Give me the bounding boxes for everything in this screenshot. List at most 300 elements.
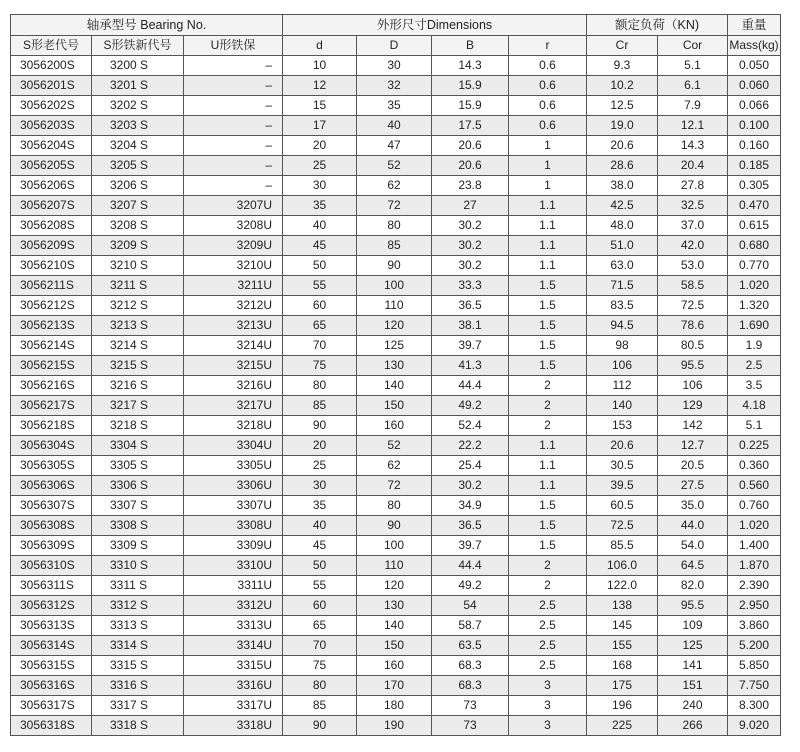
table-row [11,256,781,276]
table-cell: 85 [283,396,357,416]
bearing-spec-table [10,14,781,736]
table-cell: 30.2 [432,236,509,256]
table-cell: 23.8 [432,176,509,196]
table-cell: – [184,56,283,76]
table-cell: 3304U [184,436,283,456]
table-row [11,176,781,196]
table-cell: 3206 S [92,176,184,196]
table-cell: 70 [283,636,357,656]
table-cell: 70 [283,336,357,356]
table-cell: 1.5 [509,516,587,536]
table-cell: 3314U [184,636,283,656]
table-cell: 3316U [184,676,283,696]
table-cell: 10.2 [587,76,658,96]
table-cell: 3056203S [11,116,92,136]
table-cell: 17 [283,116,357,136]
table-cell: 3056309S [11,536,92,556]
table-cell: 15.9 [432,96,509,116]
table-cell: 0.760 [728,496,781,516]
table-cell: 41.3 [432,356,509,376]
table-row [11,76,781,96]
table-cell: 120 [357,316,432,336]
col-B: B [432,36,509,56]
table-row [11,416,781,436]
table-cell: – [184,136,283,156]
table-cell: 20.4 [658,156,728,176]
table-cell: 0.6 [509,116,587,136]
table-row [11,596,781,616]
table-cell: 125 [357,336,432,356]
table-cell: 0.6 [509,76,587,96]
table-cell: 3309U [184,536,283,556]
table-cell: 3 [509,696,587,716]
table-cell: 35 [283,496,357,516]
table-cell: 52.4 [432,416,509,436]
table-cell: 3307 S [92,496,184,516]
table-cell: 0.305 [728,176,781,196]
table-cell: 51.0 [587,236,658,256]
table-cell: 49.2 [432,396,509,416]
table-cell: 3306U [184,476,283,496]
table-cell: 44.4 [432,556,509,576]
table-cell: 2.5 [509,656,587,676]
table-cell: 125 [658,636,728,656]
table-cell: 3318U [184,716,283,736]
col-mass: Mass(kg) [728,36,781,56]
table-cell: 1.1 [509,236,587,256]
table-cell: 1.1 [509,456,587,476]
table-row [11,476,781,496]
table-cell: 3218 S [92,416,184,436]
table-cell: 106 [587,356,658,376]
table-row [11,656,781,676]
table-cell: 100 [357,536,432,556]
table-cell: 3214U [184,336,283,356]
table-cell: 3310 S [92,556,184,576]
table-cell: 1.1 [509,196,587,216]
table-cell: 3056208S [11,216,92,236]
col-cr: Cr [587,36,658,56]
table-cell: 3200 S [92,56,184,76]
table-cell: 35 [357,96,432,116]
table-cell: 3.5 [728,376,781,396]
table-cell: 7.9 [658,96,728,116]
table-cell: 196 [587,696,658,716]
table-cell: 72 [357,196,432,216]
table-cell: 65 [283,616,357,636]
group-bearing-number: 轴承型号 Bearing No. [11,15,283,36]
table-cell: 0.615 [728,216,781,236]
table-cell: 58.5 [658,276,728,296]
table-cell: 28.6 [587,156,658,176]
table-cell: 53.0 [658,256,728,276]
table-cell: 3313 S [92,616,184,636]
table-cell: 38.1 [432,316,509,336]
table-row [11,136,781,156]
table-cell: 0.185 [728,156,781,176]
table-cell: 83.5 [587,296,658,316]
table-cell: 3308U [184,516,283,536]
table-cell: 3056202S [11,96,92,116]
table-cell: 73 [432,716,509,736]
table-cell: 47 [357,136,432,156]
table-cell: 62 [357,456,432,476]
table-cell: 63.5 [432,636,509,656]
table-cell: 180 [357,696,432,716]
table-cell: 3056204S [11,136,92,156]
table-cell: 3056316S [11,676,92,696]
table-cell: 100 [357,276,432,296]
table-cell: 45 [283,236,357,256]
table-cell: 65 [283,316,357,336]
table-cell: 112 [587,376,658,396]
table-cell: 20 [283,136,357,156]
table-cell: 85 [283,696,357,716]
table-cell: 12 [283,76,357,96]
table-cell: 3056310S [11,556,92,576]
table-cell: 1.1 [509,436,587,456]
table-cell: 48.0 [587,216,658,236]
table-cell: 2.5 [509,636,587,656]
table-cell: 1.320 [728,296,781,316]
table-cell: 1 [509,156,587,176]
table-cell: 2.5 [728,356,781,376]
table-cell: 3315 S [92,656,184,676]
table-cell: 27.5 [658,476,728,496]
table-cell: 52 [357,156,432,176]
table-cell: 3216U [184,376,283,396]
table-cell: 45 [283,536,357,556]
table-row [11,556,781,576]
table-cell: 4.18 [728,396,781,416]
table-cell: 3 [509,716,587,736]
table-cell: 1.1 [509,256,587,276]
table-cell: 3210U [184,256,283,276]
table-row [11,456,781,476]
table-cell: 35.0 [658,496,728,516]
table-cell: 109 [658,616,728,636]
table-cell: 3056206S [11,176,92,196]
table-cell: 30.2 [432,476,509,496]
table-cell: 3201 S [92,76,184,96]
table-row [11,56,781,76]
table-cell: 8.300 [728,696,781,716]
table-cell: 3056307S [11,496,92,516]
table-cell: 3211 S [92,276,184,296]
table-cell: 98 [587,336,658,356]
table-cell: 80 [357,496,432,516]
table-cell: 1 [509,176,587,196]
table-cell: 72.5 [658,296,728,316]
table-cell: 49.2 [432,576,509,596]
table-cell: 3307U [184,496,283,516]
table-cell: 3311U [184,576,283,596]
table-cell: 2.390 [728,576,781,596]
table-cell: 130 [357,356,432,376]
table-cell: 3213 S [92,316,184,336]
table-cell: 3056308S [11,516,92,536]
table-cell: 140 [357,616,432,636]
col-u-code: U形铁保 [184,36,283,56]
table-cell: 39.7 [432,336,509,356]
table-cell: 75 [283,356,357,376]
table-cell: 55 [283,576,357,596]
table-cell: 190 [357,716,432,736]
table-cell: 3305 S [92,456,184,476]
table-cell: 30 [283,476,357,496]
table-cell: 7.750 [728,676,781,696]
table-cell: 90 [357,516,432,536]
table-cell: 3317U [184,696,283,716]
table-cell: 3056200S [11,56,92,76]
table-cell: 34.9 [432,496,509,516]
table-cell: 85.5 [587,536,658,556]
table-cell: 3.860 [728,616,781,636]
table-cell: 90 [283,716,357,736]
table-row [11,96,781,116]
table-cell: 15 [283,96,357,116]
group-dimensions: 外形尺寸Dimensions [283,15,587,36]
table-cell: 3056215S [11,356,92,376]
table-cell: 225 [587,716,658,736]
table-cell: 12.7 [658,436,728,456]
table-cell: 3056201S [11,76,92,96]
table-cell: 0.100 [728,116,781,136]
table-cell: 90 [357,256,432,276]
table-cell: 3056311S [11,576,92,596]
table-cell: 1.020 [728,276,781,296]
table-cell: 32.5 [658,196,728,216]
table-cell: 3056209S [11,236,92,256]
table-cell: 3217U [184,396,283,416]
table-cell: 0.360 [728,456,781,476]
table-cell: 129 [658,396,728,416]
table-cell: 15.9 [432,76,509,96]
table-cell: 1.9 [728,336,781,356]
table-cell: 3056214S [11,336,92,356]
table-cell: 54 [432,596,509,616]
table-cell: 0.6 [509,56,587,76]
table-cell: 151 [658,676,728,696]
col-s-old-code: S形老代号 [11,36,92,56]
table-cell: 0.680 [728,236,781,256]
table-cell: 3313U [184,616,283,636]
table-cell: 25 [283,156,357,176]
table-cell: 12.1 [658,116,728,136]
table-row [11,196,781,216]
table-cell: 3056211S [11,276,92,296]
table-row [11,516,781,536]
table-cell: 17.5 [432,116,509,136]
table-cell: 3056304S [11,436,92,456]
table-cell: 50 [283,256,357,276]
table-cell: 30.5 [587,456,658,476]
table-cell: 2 [509,396,587,416]
table-cell: 62 [357,176,432,196]
table-cell: 5.1 [728,416,781,436]
table-cell: 35 [283,196,357,216]
table-cell: 3056312S [11,596,92,616]
table-cell: 44.4 [432,376,509,396]
table-cell: 3056217S [11,396,92,416]
table-cell: 120 [357,576,432,596]
table-cell: 145 [587,616,658,636]
table-cell: 80.5 [658,336,728,356]
table-cell: 78.6 [658,316,728,336]
table-cell: – [184,176,283,196]
table-cell: 2.950 [728,596,781,616]
table-cell: 168 [587,656,658,676]
table-cell: 150 [357,636,432,656]
table-cell: 3311 S [92,576,184,596]
table-cell: 110 [357,556,432,576]
table-cell: 138 [587,596,658,616]
table-cell: 10 [283,56,357,76]
table-cell: 55 [283,276,357,296]
table-cell: 3056314S [11,636,92,656]
table-cell: 122.0 [587,576,658,596]
table-cell: 3056207S [11,196,92,216]
table-row [11,336,781,356]
group-mass: 重量 [728,15,781,36]
table-cell: 0.066 [728,96,781,116]
table-cell: 141 [658,656,728,676]
table-cell: 5.1 [658,56,728,76]
table-row [11,676,781,696]
table-cell: 150 [357,396,432,416]
table-cell: 25 [283,456,357,476]
table-cell: 2 [509,376,587,396]
table-cell: 95.5 [658,596,728,616]
table-cell: 3312U [184,596,283,616]
table-cell: 27 [432,196,509,216]
table-cell: 20.5 [658,456,728,476]
table-row [11,536,781,556]
table-cell: 75 [283,656,357,676]
table-cell: 2.5 [509,596,587,616]
table-cell: 60 [283,296,357,316]
table-cell: 9.020 [728,716,781,736]
table-cell: 72.5 [587,516,658,536]
table-cell: 20.6 [432,136,509,156]
table-cell: 3210 S [92,256,184,276]
table-cell: 142 [658,416,728,436]
table-cell: 3202 S [92,96,184,116]
table-row [11,496,781,516]
table-cell: 3056213S [11,316,92,336]
table-cell: 3217 S [92,396,184,416]
table-cell: 1.1 [509,476,587,496]
table-cell: 3305U [184,456,283,476]
table-row [11,696,781,716]
table-cell: 1.5 [509,496,587,516]
table-cell: 3 [509,676,587,696]
table-cell: 106 [658,376,728,396]
table-cell: 27.8 [658,176,728,196]
table-cell: 20.6 [587,136,658,156]
table-cell: 3204 S [92,136,184,156]
table-cell: 60.5 [587,496,658,516]
table-cell: – [184,96,283,116]
table-cell: 3056218S [11,416,92,436]
table-cell: 1.5 [509,296,587,316]
table-cell: 0.225 [728,436,781,456]
table-cell: 160 [357,656,432,676]
table-cell: 30.2 [432,216,509,236]
table-cell: 3056317S [11,696,92,716]
table-row [11,116,781,136]
table-cell: 3056305S [11,456,92,476]
table-cell: – [184,76,283,96]
table-cell: 3312 S [92,596,184,616]
table-cell: 3316 S [92,676,184,696]
table-cell: 2.5 [509,616,587,636]
table-cell: 175 [587,676,658,696]
table-row [11,376,781,396]
table-row [11,156,781,176]
table-cell: 160 [357,416,432,436]
table-cell: 3205 S [92,156,184,176]
table-cell: 72 [357,476,432,496]
table-cell: 1.020 [728,516,781,536]
table-cell: 42.0 [658,236,728,256]
table-cell: 30 [283,176,357,196]
table-cell: 0.160 [728,136,781,156]
table-cell: 240 [658,696,728,716]
col-cor: Cor [658,36,728,56]
table-cell: 0.560 [728,476,781,496]
table-cell: 3315U [184,656,283,676]
table-cell: 2 [509,576,587,596]
table-cell: 1.870 [728,556,781,576]
table-cell: 64.5 [658,556,728,576]
table-cell: 3306 S [92,476,184,496]
col-D: D [357,36,432,56]
table-cell: 82.0 [658,576,728,596]
table-cell: 1.1 [509,216,587,236]
table-cell: 1.400 [728,536,781,556]
table-cell: 2 [509,556,587,576]
table-cell: 40 [283,216,357,236]
table-cell: 266 [658,716,728,736]
table-row [11,316,781,336]
table-cell: 155 [587,636,658,656]
table-cell: – [184,156,283,176]
table-cell: 20.6 [432,156,509,176]
table-cell: 5.200 [728,636,781,656]
table-cell: 80 [357,216,432,236]
table-cell: 25.4 [432,456,509,476]
table-cell: 3314 S [92,636,184,656]
table-cell: 3211U [184,276,283,296]
table-cell: 44.0 [658,516,728,536]
table-cell: 14.3 [432,56,509,76]
table-cell: 3218U [184,416,283,436]
table-cell: 3209 S [92,236,184,256]
table-cell: 60 [283,596,357,616]
table-cell: 42.5 [587,196,658,216]
table-row [11,576,781,596]
table-cell: 153 [587,416,658,436]
group-header-row [11,15,781,36]
table-cell: 3212U [184,296,283,316]
table-cell: 3317 S [92,696,184,716]
table-cell: 20.6 [587,436,658,456]
table-cell: 3208U [184,216,283,236]
table-cell: 3213U [184,316,283,336]
bearing-spec-sheet [10,14,781,736]
table-cell: 1.5 [509,316,587,336]
